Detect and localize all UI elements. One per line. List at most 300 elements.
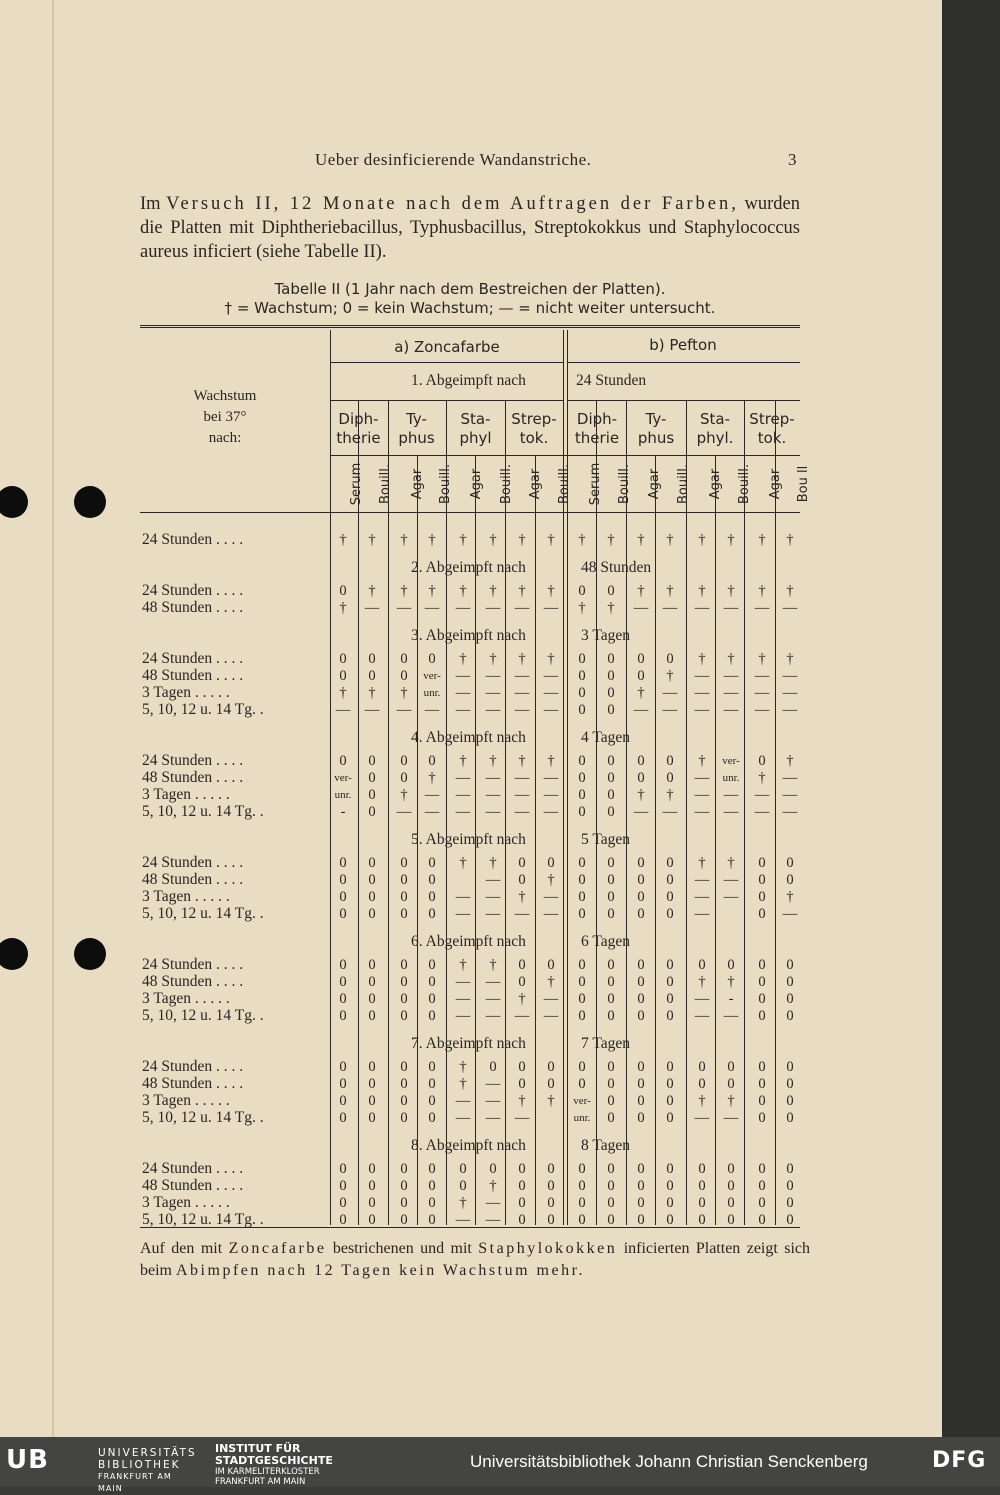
table-cell: † — [758, 651, 766, 667]
table-cell: 0 — [578, 872, 586, 888]
table-cell: — — [694, 991, 710, 1007]
table-cell: † — [607, 532, 615, 548]
table-cell: 0 — [518, 1059, 526, 1075]
table-cell: — — [455, 991, 471, 1007]
section-header-b: 5 Tagen — [581, 831, 630, 848]
table-cell: 0 — [578, 1178, 586, 1194]
table-cell: 0 — [428, 651, 436, 667]
isg-line-2: STADTGESCHICHTE — [215, 1454, 333, 1467]
column-rule — [358, 455, 359, 512]
table-cell: † — [459, 753, 467, 769]
table-cell: † — [637, 532, 645, 548]
table-cell: 0 — [339, 889, 347, 905]
table-cell: 0 — [758, 1195, 766, 1211]
table-cell: 0 — [698, 1195, 706, 1211]
ub-logo-text-line: BIBLIOTHEK — [98, 1459, 181, 1471]
medium-label: Bouill. — [378, 463, 393, 505]
table-cell: 0 — [339, 1212, 347, 1228]
column-rule — [744, 455, 745, 512]
cell-rule — [686, 512, 687, 1225]
organism-rule — [330, 455, 800, 456]
table-cell: — — [514, 770, 530, 786]
table-cell: † — [698, 974, 706, 990]
table-cell: — — [754, 804, 770, 820]
table-cell: † — [547, 872, 555, 888]
table-cell: 0 — [368, 787, 376, 803]
table-cell: — — [782, 787, 798, 803]
table-cell: 0 — [698, 1059, 706, 1075]
table-cell: — — [782, 906, 798, 922]
table-cell: 0 — [786, 855, 794, 871]
table-cell: — — [694, 787, 710, 803]
section-header-a: 8. Abgeimpft nach — [411, 1137, 526, 1154]
table-cell: 0 — [339, 974, 347, 990]
table-cell: 0 — [666, 906, 674, 922]
table-cell: 0 — [428, 1161, 436, 1177]
table-cell: 0 — [428, 1059, 436, 1075]
table-cell: 0 — [578, 906, 586, 922]
row-label: 5, 10, 12 u. 14 Tg. . — [142, 804, 264, 820]
medium-label: Bouill. — [737, 463, 752, 505]
table-cell: 0 — [637, 1212, 645, 1228]
table-cell: † — [489, 1178, 497, 1194]
table-cell: 0 — [400, 1008, 408, 1024]
table-cell: 0 — [400, 906, 408, 922]
table-cell: 0 — [637, 1178, 645, 1194]
row-label: 3 Tagen . . . . . — [142, 787, 230, 803]
table-cell: 0 — [547, 1195, 555, 1211]
table-cell: — — [723, 872, 739, 888]
table-cell: 0 — [637, 991, 645, 1007]
section-header-a: 5. Abgeimpft nach — [411, 831, 526, 848]
table-cell: † — [698, 855, 706, 871]
table-cell: 0 — [578, 753, 586, 769]
table-cell: 0 — [547, 957, 555, 973]
footer-spaced-3: Abimpfen nach 12 Tagen kein Wachstum mehr. — [176, 1262, 586, 1279]
table-cell: 0 — [637, 1059, 645, 1075]
group-header-pefton: b) Pefton — [649, 336, 717, 354]
table-cell: † — [727, 532, 735, 548]
table-cell: 0 — [637, 957, 645, 973]
table-cell: — — [694, 1008, 710, 1024]
table-cell: 0 — [607, 855, 615, 871]
table-cell: — — [485, 906, 501, 922]
table-top-rule — [140, 325, 800, 326]
table-cell: — — [455, 668, 471, 684]
group-rule — [330, 362, 563, 363]
table-cell: † — [339, 685, 347, 701]
table-cell: 0 — [339, 957, 347, 973]
section-header-a: 7. Abgeimpft nach — [411, 1035, 526, 1052]
table-cell: — — [694, 1110, 710, 1126]
table-cell: † — [400, 532, 408, 548]
cell-rule — [446, 512, 447, 1225]
table-cell: 0 — [339, 1093, 347, 1109]
table-cell: † — [547, 532, 555, 548]
table-cell: † — [727, 651, 735, 667]
row-label: 48 Stunden . . . . — [142, 1178, 244, 1194]
table-cell: 0 — [578, 804, 586, 820]
table-cell: 0 — [727, 1212, 735, 1228]
table-cell: 0 — [339, 855, 347, 871]
header-bottom-rule — [140, 512, 800, 513]
table-cell: 0 — [786, 1110, 794, 1126]
table-cell: — — [514, 787, 530, 803]
medium-label: Bou ll — [796, 465, 811, 503]
table-cell: † — [518, 889, 526, 905]
organism-header-line: Strep- — [511, 410, 557, 428]
table-cell: † — [698, 1093, 706, 1109]
table-cell: — — [455, 770, 471, 786]
table-cell: 0 — [339, 1076, 347, 1092]
table-cell: 0 — [339, 1059, 347, 1075]
table-cell: 0 — [637, 872, 645, 888]
table-cell: 0 — [666, 651, 674, 667]
table-cell: 0 — [400, 1161, 408, 1177]
table-cell: 0 — [400, 974, 408, 990]
section-header-a: 3. Abgeimpft nach — [411, 627, 526, 644]
table-cell: — — [455, 787, 471, 803]
table-cell: — — [485, 872, 501, 888]
ub-logo[interactable] — [6, 1445, 197, 1493]
table-cell: 0 — [428, 889, 436, 905]
table-cell: † — [459, 532, 467, 548]
table-cell: — — [754, 702, 770, 718]
closing-paragraph — [140, 1238, 810, 1282]
column-rule — [388, 455, 389, 512]
table-cell: † — [727, 855, 735, 871]
table-cell: — — [543, 889, 559, 905]
table-cell: — — [424, 804, 440, 820]
organism-header-line: Strep- — [749, 410, 795, 428]
isg-logo[interactable] — [215, 1443, 415, 1487]
organism-header-line: Sta- — [699, 410, 730, 428]
table-cell: — — [455, 906, 471, 922]
table-cell: — — [514, 1008, 530, 1024]
table-cell: — — [662, 804, 678, 820]
section-header-b: 6 Tagen — [581, 933, 630, 950]
table-cell: unr. — [722, 772, 740, 784]
medium-label: Bouill. — [499, 463, 514, 505]
table-cell: † — [698, 651, 706, 667]
table-cell: 0 — [607, 906, 615, 922]
table-cell: 0 — [637, 1195, 645, 1211]
table-cell: 0 — [666, 855, 674, 871]
table-cell: — — [455, 1212, 471, 1228]
table-cell: † — [459, 1076, 467, 1092]
table-cell: — — [335, 702, 351, 718]
row-label: 3 Tagen . . . . . — [142, 1195, 230, 1211]
table-cell: 0 — [666, 1093, 674, 1109]
table-cell: 0 — [339, 753, 347, 769]
table-cell: 0 — [400, 872, 408, 888]
table-cell: 0 — [368, 1212, 376, 1228]
table-cell: 0 — [607, 872, 615, 888]
table-cell: † — [489, 753, 497, 769]
table-cell: 0 — [489, 1161, 497, 1177]
table-cell: — — [455, 685, 471, 701]
table-cell: 0 — [727, 1076, 735, 1092]
table-cell: 0 — [428, 906, 436, 922]
table-cell: † — [698, 753, 706, 769]
table-cell: 0 — [607, 702, 615, 718]
table-cell: 0 — [698, 1161, 706, 1177]
table-cell: 0 — [666, 889, 674, 905]
table-cell: 0 — [368, 1110, 376, 1126]
table-cell: — — [723, 1110, 739, 1126]
table-cell: 0 — [758, 991, 766, 1007]
section-header-b: 24 Stunden — [576, 372, 647, 389]
row-label: 24 Stunden . . . . — [142, 753, 244, 769]
table-cell: — — [514, 804, 530, 820]
table-cell: — — [694, 889, 710, 905]
isg-line-1: INSTITUT FÜR — [215, 1442, 301, 1455]
table-cell: ver- — [722, 755, 740, 767]
table-cell: 0 — [400, 1093, 408, 1109]
table-cell: 0 — [727, 1059, 735, 1075]
section-header-b: 8 Tagen — [581, 1137, 630, 1154]
table-cell: 0 — [786, 872, 794, 888]
column-rule — [775, 455, 776, 512]
table-cell: unr. — [573, 1112, 591, 1124]
row-label: 24 Stunden . . . . — [142, 957, 244, 973]
table-cell: 0 — [428, 1093, 436, 1109]
table-cell: 0 — [400, 1076, 408, 1092]
table-cell: 0 — [578, 668, 586, 684]
table-cell: — — [455, 1008, 471, 1024]
table-cell: 0 — [607, 1110, 615, 1126]
ub-logo-mark: UB — [6, 1445, 49, 1475]
table-cell: 0 — [578, 991, 586, 1007]
organism-header-line: Sta- — [460, 410, 491, 428]
table-cell: † — [400, 583, 408, 599]
table-cell: 0 — [368, 889, 376, 905]
section-header-a: 4. Abgeimpft nach — [411, 729, 526, 746]
table-cell: 0 — [607, 753, 615, 769]
table-cell: — — [782, 804, 798, 820]
table-cell: 0 — [400, 770, 408, 786]
table-cell: † — [518, 753, 526, 769]
table-cell: ver- — [423, 670, 441, 682]
table-cell: 0 — [698, 957, 706, 973]
table-cell: — — [455, 889, 471, 905]
table-cell: 0 — [607, 1178, 615, 1194]
table-cell: 0 — [758, 889, 766, 905]
isg-line-4: FRANKFURT AM MAIN — [215, 1477, 306, 1487]
organism-header-line: Ty- — [406, 410, 427, 428]
table-cell: 0 — [607, 804, 615, 820]
table-cell: unr. — [423, 687, 441, 699]
table-cell: 0 — [607, 889, 615, 905]
medium-label: Agar — [708, 468, 723, 500]
table-cell: — — [754, 600, 770, 616]
table-cell: — — [455, 1110, 471, 1126]
organism-header — [387, 410, 446, 448]
table-cell: 0 — [698, 1178, 706, 1194]
column-rule — [596, 455, 597, 512]
table-bottom-rule — [140, 1227, 800, 1228]
table-cell: — — [485, 1076, 501, 1092]
table-cell: 0 — [758, 1178, 766, 1194]
table-cell: 0 — [368, 651, 376, 667]
table-cell: 0 — [547, 1178, 555, 1194]
table-cell: † — [758, 583, 766, 599]
organism-header-line: phus — [398, 429, 435, 447]
table-cell: — — [396, 804, 412, 820]
table-cell: 0 — [368, 668, 376, 684]
table-cell: 0 — [368, 770, 376, 786]
row-header-line: nach: — [208, 430, 242, 446]
table-cell: † — [727, 974, 735, 990]
table-cell: 0 — [607, 787, 615, 803]
table-cell: — — [364, 600, 380, 616]
table-cell: 0 — [459, 1161, 467, 1177]
group-header-zoncafarbe: a) Zoncafarbe — [394, 338, 500, 356]
running-title: Ueber desinficierende Wandanstriche. — [315, 150, 592, 169]
table-cell: 0 — [607, 1076, 615, 1092]
table-cell: 0 — [786, 1059, 794, 1075]
row-label: 24 Stunden . . . . — [142, 532, 244, 548]
table-cell: 0 — [368, 1093, 376, 1109]
row-header-line: bei 37° — [203, 409, 247, 425]
table-cell: 0 — [758, 957, 766, 973]
table-cell: — — [543, 685, 559, 701]
organism-header — [568, 410, 626, 448]
table-cell: 0 — [339, 1178, 347, 1194]
medium-label: Bouill. — [557, 463, 572, 505]
table-cell: 0 — [666, 991, 674, 1007]
row-label: 5, 10, 12 u. 14 Tg. . — [142, 906, 264, 922]
subhead-rule — [568, 400, 800, 401]
dfg-logo[interactable]: DFG — [932, 1448, 987, 1473]
table-cell: † — [758, 770, 766, 786]
table-cell: 0 — [666, 1195, 674, 1211]
table-cell: 0 — [607, 770, 615, 786]
table-cell: — — [485, 1093, 501, 1109]
table-cell: 0 — [368, 804, 376, 820]
section-header-b: 4 Tagen — [581, 729, 630, 746]
table-cell: — — [485, 991, 501, 1007]
table-cell: — — [485, 787, 501, 803]
row-label: 24 Stunden . . . . — [142, 651, 244, 667]
table-cell: — — [485, 1212, 501, 1228]
table-cell: 0 — [666, 1008, 674, 1024]
table-cell: — — [543, 600, 559, 616]
table-cell: — — [694, 804, 710, 820]
table-cell: 0 — [547, 1161, 555, 1177]
table-cell: — — [485, 804, 501, 820]
table-cell: — — [543, 991, 559, 1007]
table-cell: 0 — [607, 1212, 615, 1228]
table-cell: 0 — [547, 1212, 555, 1228]
table-cell: 0 — [666, 1161, 674, 1177]
table-cell: — — [396, 702, 412, 718]
table-cell: 0 — [489, 1059, 497, 1075]
footer-text-1: Auf den mit — [140, 1240, 229, 1257]
table-cell: — — [694, 702, 710, 718]
table-cell: 0 — [607, 957, 615, 973]
table-cell: 0 — [666, 753, 674, 769]
table-cell: 0 — [758, 1008, 766, 1024]
table-cell: — — [754, 685, 770, 701]
table-cell: — — [694, 770, 710, 786]
table-cell: — — [485, 1195, 501, 1211]
table-cell: 0 — [339, 1110, 347, 1126]
table-cell: 0 — [666, 1212, 674, 1228]
table-cell: — — [543, 804, 559, 820]
table-cell: 0 — [518, 872, 526, 888]
column-rule — [715, 455, 716, 512]
table-cell: 0 — [578, 1212, 586, 1228]
table-cell: — — [543, 702, 559, 718]
table-cell: 0 — [578, 889, 586, 905]
organism-header — [744, 410, 800, 448]
table-cell: — — [514, 668, 530, 684]
column-rule — [535, 455, 536, 512]
table-cell: — — [782, 702, 798, 718]
column-rule — [505, 455, 506, 512]
table-cell: 0 — [518, 1178, 526, 1194]
library-link[interactable]: Universitätsbibliothek Johann Christian Senckenberg — [470, 1452, 868, 1471]
table-cell: — — [543, 770, 559, 786]
table-cell: † — [666, 532, 674, 548]
medium-label: Bouill. — [676, 463, 691, 505]
table-cell: † — [698, 583, 706, 599]
row-label: 3 Tagen . . . . . — [142, 991, 230, 1007]
organism-header-line: Diph- — [576, 410, 618, 428]
table-cell: — — [694, 685, 710, 701]
table-cell: 0 — [400, 651, 408, 667]
table-cell: 0 — [400, 753, 408, 769]
table-cell: 0 — [607, 1008, 615, 1024]
table-cell: † — [698, 532, 706, 548]
table-cell: 0 — [637, 889, 645, 905]
table-cell: ver- — [573, 1095, 591, 1107]
table-cell: 0 — [368, 1059, 376, 1075]
table-cell: † — [459, 1059, 467, 1075]
table-cell: - — [340, 804, 346, 820]
table-cell: 0 — [666, 1178, 674, 1194]
table-cell: — — [662, 685, 678, 701]
table-cell: 0 — [786, 957, 794, 973]
table-cell: 0 — [607, 1059, 615, 1075]
footer-spaced-2: Staphylokokken — [478, 1240, 618, 1257]
medium-label: Serum — [349, 462, 364, 506]
table-cell: † — [547, 753, 555, 769]
table-cell: 0 — [518, 957, 526, 973]
table-cell: 0 — [607, 583, 615, 599]
medium-label: Agar — [528, 468, 543, 500]
table-cell: 0 — [607, 1161, 615, 1177]
row-label: 3 Tagen . . . . . — [142, 1093, 230, 1109]
table-cell: — — [694, 600, 710, 616]
table-cell: 0 — [786, 991, 794, 1007]
row-label: 5, 10, 12 u. 14 Tg. . — [142, 1008, 264, 1024]
table-cell: 0 — [428, 753, 436, 769]
table-cell: 0 — [786, 974, 794, 990]
organism-header — [505, 410, 563, 448]
table-cell: † — [339, 600, 347, 616]
table-cell: 0 — [428, 991, 436, 1007]
table-cell: 0 — [518, 1076, 526, 1092]
table-cell: 0 — [727, 1195, 735, 1211]
medium-label: Agar — [410, 468, 425, 500]
organism-header-line: therie — [574, 429, 620, 447]
table-cell: † — [637, 583, 645, 599]
organism-header-line: Diph- — [338, 410, 379, 428]
table-cell: 0 — [666, 974, 674, 990]
table-cell: — — [485, 600, 501, 616]
